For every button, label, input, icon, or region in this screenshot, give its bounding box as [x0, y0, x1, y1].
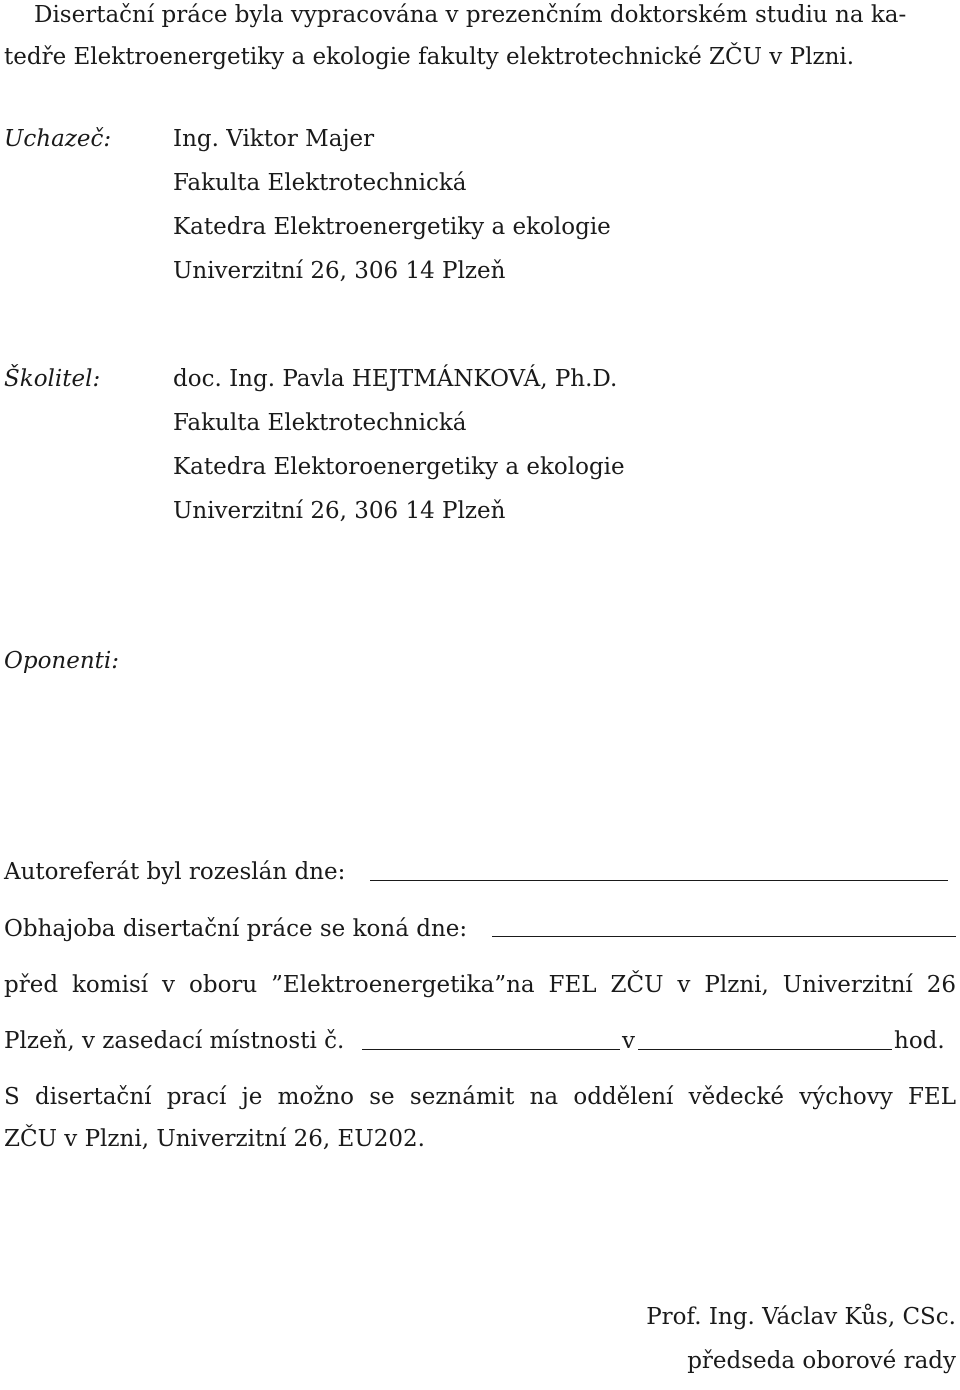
- abstract-sent-blank: [370, 880, 948, 881]
- supervisor-label: Školitel:: [4, 366, 101, 392]
- availability-line-1: S disertační prací je možno se seznámit na oddělení vědecké výchovy FEL: [4, 1084, 956, 1110]
- room-prefix: Plzeň, v zasedací místnosti č.: [4, 1028, 345, 1054]
- candidate-label: Uchazeč:: [4, 126, 112, 152]
- candidate-block: [173, 124, 611, 300]
- signature-role: předseda oborové rady: [687, 1348, 956, 1374]
- availability-line-2: ZČU v Plzni, Univerzitní 26, EU202.: [4, 1126, 425, 1152]
- supervisor-name: doc. Ing. Pavla HEJTMÁNKOVÁ, Ph.D.: [173, 366, 618, 392]
- room-hour-label: hod.: [894, 1028, 945, 1054]
- supervisor-address: Univerzitní 26, 306 14 Plzeň: [173, 498, 506, 524]
- supervisor-department: Katedra Elektoroenergetiky a ekologie: [173, 454, 625, 480]
- committee-line: před komisí v oboru ”Elektroenergetika”na FEL ZČU v Plzni, Univerzitní 26: [4, 972, 956, 998]
- candidate-faculty: Fakulta Elektrotechnická: [173, 170, 467, 196]
- candidate-name: Ing. Viktor Majer: [173, 126, 375, 152]
- candidate-address: Univerzitní 26, 306 14 Plzeň: [173, 258, 506, 284]
- room-time-blank: [638, 1049, 892, 1050]
- signature-name: Prof. Ing. Václav Kůs, CSc.: [646, 1304, 956, 1330]
- room-number-blank: [362, 1049, 620, 1050]
- candidate-department: Katedra Elektroenergetiky a ekologie: [173, 214, 611, 240]
- intro-line-1: Disertační práce byla vypracována v prezenčním doktorském studiu na ka-: [34, 2, 907, 28]
- room-at-label: v: [622, 1028, 635, 1054]
- abstract-sent-label: Autoreferát byl rozeslán dne:: [4, 859, 346, 885]
- opponents-label: Oponenti:: [4, 648, 120, 674]
- defense-date-blank: [492, 936, 956, 937]
- supervisor-faculty: Fakulta Elektrotechnická: [173, 410, 467, 436]
- signature-block: [646, 1302, 956, 1390]
- intro-line-2: tedře Elektroenergetiky a ekologie fakulty elektrotechnické ZČU v Plzni.: [4, 44, 855, 70]
- defense-date-label: Obhajoba disertační práce se koná dne:: [4, 916, 468, 942]
- supervisor-block: [173, 364, 625, 540]
